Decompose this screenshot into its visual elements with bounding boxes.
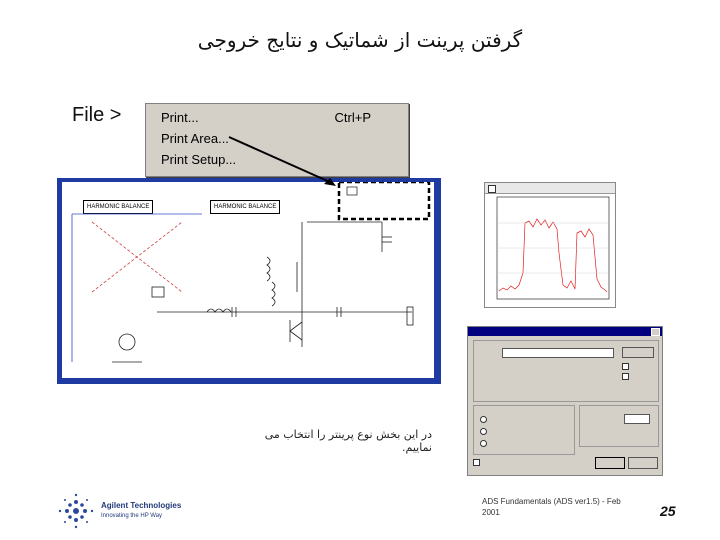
logo-company: Agilent Technologies (101, 501, 182, 510)
range-pages-radio[interactable] (480, 428, 487, 435)
menu-item-print-setup-label: Print Setup... (161, 152, 237, 167)
spectrum-plot (485, 193, 615, 307)
print-dialog-titlebar (468, 327, 662, 336)
close-icon[interactable] (651, 328, 660, 336)
printer-group (473, 340, 659, 402)
menu-item-print-label: Print... (161, 110, 199, 125)
arrow-icon (229, 137, 332, 183)
footer-text (482, 496, 621, 518)
file-menu-label: File > (72, 104, 122, 126)
cancel-button[interactable] (628, 457, 658, 469)
copies-group (579, 405, 659, 447)
logo-tagline: Innovating the HP Way (101, 513, 163, 519)
result-plot-window (484, 182, 616, 308)
hb-left-label: HARMONIC BALANCE (87, 204, 150, 210)
properties-button[interactable] (622, 347, 654, 358)
print-to-file-checkbox[interactable] (622, 363, 629, 370)
printer-name-select[interactable] (502, 348, 614, 358)
print-dialog (467, 326, 663, 476)
range-selection-radio[interactable] (480, 440, 487, 447)
agilent-logo-text (101, 500, 181, 522)
agilent-spark-icon (55, 490, 97, 532)
plot-icon (488, 185, 496, 193)
caption-text: در این بخش نوع پرینتر را انتخاب می نماییم. (264, 428, 432, 454)
color-output-checkbox[interactable] (622, 373, 629, 380)
ok-button[interactable] (595, 457, 625, 469)
copies-input[interactable] (624, 414, 650, 424)
hb-right-label: HARMONIC BALANCE (214, 204, 277, 210)
menu-item-print-area-label: Print Area... (161, 131, 229, 146)
footer-line2: 2001 (482, 508, 500, 517)
print-range-group (473, 405, 575, 455)
page-number: 25 (660, 503, 676, 519)
menu-item-print-shortcut: Ctrl+P (334, 110, 371, 125)
footer-line1: ADS Fundamentals (ADS ver1.5) - Feb (482, 497, 621, 506)
fit-to-page-checkbox[interactable] (473, 459, 480, 466)
slide-title: گرفتن پرینت از شماتیک و نتایج خروجی (197, 28, 523, 52)
range-all-radio[interactable] (480, 416, 487, 423)
